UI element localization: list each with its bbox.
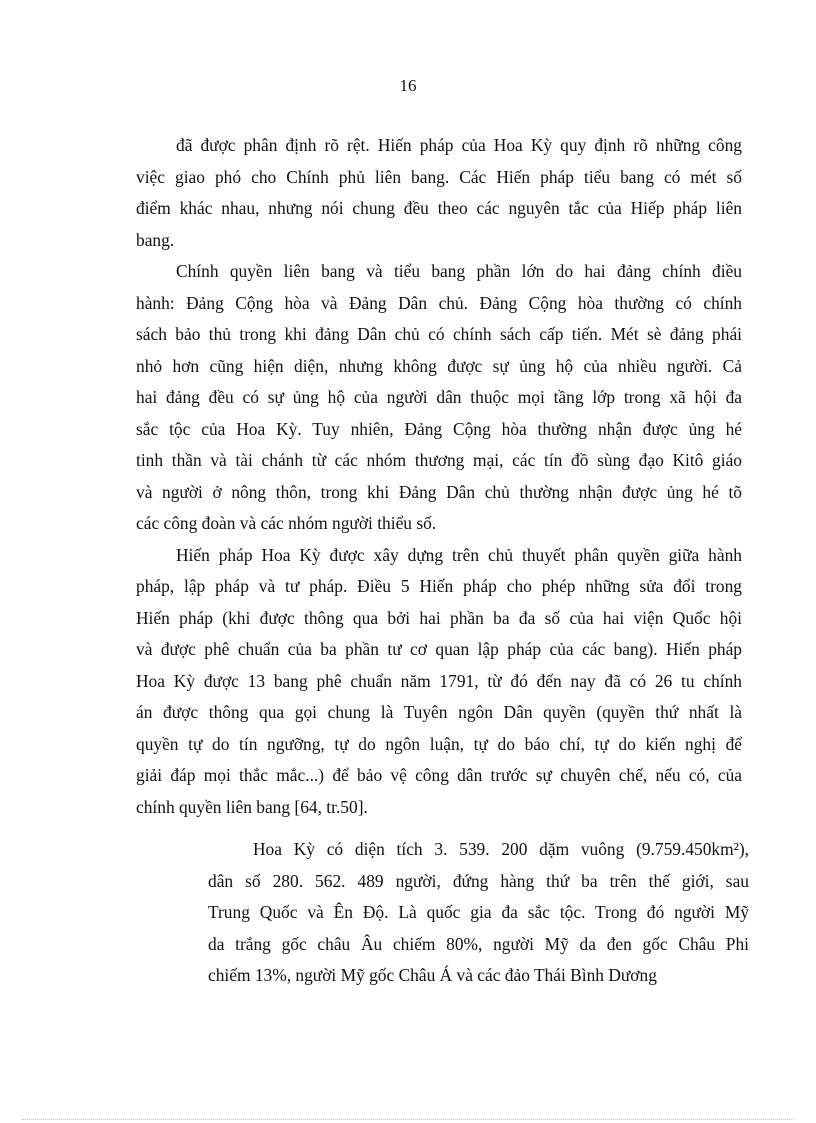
text-line: hai đảng đều có sự ủng hộ của người dân thuộc mọi tầng lớp trong xã hội đa — [136, 387, 742, 407]
quote-line: da trắng gốc châu Âu chiếm 80%, người Mỹ da đen gốc Châu Phi — [208, 933, 749, 954]
text-line: Hiến pháp Hoa Kỳ được xây dựng trên chủ thuyết phân quyền giữa hành — [176, 544, 742, 565]
quote-line: dân số 280. 562. 489 người, đứng hàng thứ ba trên thế giới, sau — [208, 870, 749, 891]
text-line: quyền tự do tín ngưỡng, tự do ngôn luận, tự do báo chí, tự do kiến nghị để — [136, 733, 742, 754]
text-line: án được thông qua gọi chung là Tuyên ngôn Dân quyền (quyền thứ nhất là — [136, 702, 742, 722]
paragraph — [136, 130, 742, 256]
quote-line: Hoa Kỳ có diện tích 3. 539. 200 dặm vuông (9.759.450km²), — [253, 839, 749, 859]
page-number: 16 — [399, 76, 417, 95]
text-line: điểm khác nhau, nhưng nói chung đều theo các nguyên tắc của Hiếp pháp liên — [136, 198, 742, 218]
block-quote — [208, 834, 749, 992]
text-line: sách bảo thủ trong khi đảng Dân chủ có chính sách cấp tiến. Mét sè đảng phái — [136, 324, 742, 344]
body-text — [136, 130, 742, 823]
text-line: chính quyền liên bang [64, tr.50]. — [136, 796, 368, 817]
paragraph — [136, 256, 742, 540]
text-line: đã được phân định rõ rệt. Hiến pháp của Hoa Kỳ quy định rõ những công — [176, 135, 742, 155]
text-line: các công đoàn và các nhóm người thiểu số. — [136, 513, 437, 533]
text-line: và được phê chuẩn của ba phần tư cơ quan lập pháp của các bang). Hiến pháp — [136, 639, 742, 659]
text-line: sắc tộc của Hoa Kỳ. Tuy nhiên, Đảng Cộng hòa thường nhận được ủng hé — [136, 418, 742, 439]
text-line: pháp, lập pháp và tư pháp. Điều 5 Hiến pháp cho phép những sửa đổi trong — [136, 576, 742, 596]
text-line: bang. — [136, 229, 175, 250]
text-line: tinh thần và tài chánh từ các nhóm thương mại, các tín đồ sùng đạo Kitô giáo — [136, 450, 742, 470]
text-line: nhỏ hơn cũng hiện diện, nhưng không được sự ủng hộ của nhiều người. Cả — [136, 355, 742, 376]
text-line: Chính quyền liên bang và tiểu bang phần lớn do hai đảng chính điều — [176, 261, 742, 281]
text-line: giải đáp mọi thắc mắc...) để bảo vệ công dân trước sự chuyên chế, nếu có, của — [136, 765, 742, 785]
text-line: và người ở nông thôn, trong khi Đảng Dân chủ thường nhận được ủng hé tõ — [136, 481, 742, 502]
paragraph — [136, 540, 742, 824]
quote-line: Trung Quốc và Ên Độ. Là quốc gia đa sắc tộc. Trong đó người Mỹ — [208, 902, 749, 922]
page-bottom-divider — [22, 1119, 794, 1120]
text-line: việc giao phó cho Chính phủ liên bang. Các Hiến pháp tiểu bang có mét số — [136, 166, 742, 187]
text-line: Hiến pháp (khi được thông qua bởi hai phần ba đa số của hai viện Quốc hội — [136, 607, 742, 628]
quote-line: chiếm 13%, người Mỹ gốc Châu Á và các đảo Thái Bình Dương — [208, 965, 657, 985]
text-line: Hoa Kỳ được 13 bang phê chuẩn năm 1791, từ đó đến nay đã có 26 tu chính — [136, 670, 742, 691]
text-line: hành: Đảng Cộng hòa và Đảng Dân chủ. Đảng Cộng hòa thường có chính — [136, 292, 742, 313]
